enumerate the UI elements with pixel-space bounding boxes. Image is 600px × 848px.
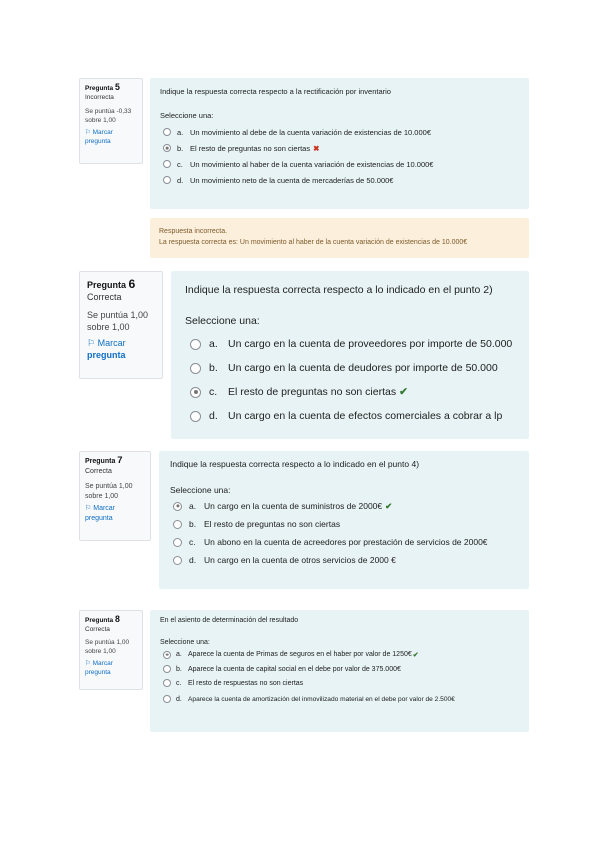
option-text: Un movimiento al haber de la cuenta variación de existencias de 10.000€ [190, 159, 434, 169]
option-text: Aparece la cuenta de Primas de seguros en el haber por valor de 1250€ [188, 651, 412, 658]
question-info-7 [79, 451, 151, 541]
option-letter: c. [176, 679, 182, 687]
flag-icon: ⚐ [85, 660, 91, 667]
flag-question-link[interactable]: ⚐ Marcar pregunta [87, 338, 126, 360]
option-letter: b. [189, 519, 197, 529]
question-state: Correcta [85, 467, 112, 475]
option-text: Un movimiento neto de la cuenta de mercaderías de 50.000€ [190, 175, 394, 185]
question-info-5 [79, 78, 143, 164]
radio-button[interactable] [190, 339, 201, 350]
question-grade: Se puntúa 1,00 sobre 1,00 [87, 310, 149, 332]
question-text: Indique la respuesta correcta respecto a la rectificación por inventario [160, 87, 391, 96]
question-info-8 [79, 610, 143, 690]
answer-option-c[interactable] [160, 156, 519, 172]
question-number: 8 [114, 614, 120, 624]
radio-button[interactable] [190, 411, 201, 422]
answer-option-a[interactable] [185, 332, 515, 356]
answer-option-a[interactable] [160, 124, 519, 140]
question-number-label: Pregunta 5 [85, 82, 120, 92]
answer-option-c[interactable] [185, 380, 515, 404]
radio-button[interactable] [163, 679, 171, 687]
option-text: Un cargo en la cuenta de proveedores por importe de 50.000 [228, 338, 513, 350]
answer-option-d[interactable] [185, 404, 515, 428]
question-state: Correcta [87, 292, 122, 302]
question-number: 6 [128, 277, 136, 291]
question-text: Indique la respuesta correcta respecto a lo indicado en el punto 2) [185, 284, 493, 296]
option-letter: b. [209, 362, 218, 374]
option-text: Aparece la cuenta de amortización del inmovilizado material en el debe por valor de 2.500€ [188, 695, 455, 703]
answer-option-b[interactable] [170, 515, 518, 533]
radio-button[interactable] [173, 556, 182, 565]
correct-icon: ✔ [412, 651, 419, 659]
flag-icon: ⚐ [85, 129, 91, 136]
question-number: 5 [114, 82, 120, 92]
flag-question-link[interactable]: ⚐ Marcar pregunta [85, 129, 113, 145]
question-number: 7 [117, 455, 123, 466]
answer-option-d[interactable] [170, 551, 518, 569]
select-prompt: Seleccione una: [160, 111, 214, 120]
option-letter: d. [177, 175, 184, 185]
question-grade: Se puntúa -0,33 sobre 1,00 [85, 108, 132, 124]
option-text: El resto de preguntas no son ciertas [228, 386, 397, 398]
option-letter: a. [209, 338, 218, 350]
option-text: Un movimiento al debe de la cuenta variación de existencias de 10.000€ [190, 127, 431, 137]
flag-question-link[interactable]: ⚐ Marcar pregunta [85, 660, 113, 676]
question-number-label: Pregunta 7 [85, 455, 123, 466]
select-prompt: Seleccione una: [170, 485, 231, 495]
option-text: Un cargo en la cuenta de otros servicios de 2000 € [204, 555, 396, 565]
option-text: Un cargo en la cuenta de deudores por importe de 50.000 [228, 362, 498, 374]
answer-option-c[interactable] [160, 676, 519, 690]
radio-button[interactable] [163, 176, 171, 184]
question-feedback-5 [150, 218, 529, 258]
flag-icon: ⚐ [85, 505, 92, 512]
radio-button[interactable] [173, 520, 182, 529]
question-info-6 [79, 271, 163, 379]
radio-button[interactable] [190, 363, 201, 374]
option-letter: c. [209, 386, 218, 398]
answer-option-d[interactable] [160, 172, 519, 188]
answer-option-b[interactable] [185, 356, 515, 380]
flag-question-link[interactable]: ⚐ Marcar pregunta [85, 505, 116, 522]
radio-button-selected[interactable] [190, 387, 201, 398]
option-letter: a. [177, 127, 184, 137]
question-text: Indique la respuesta correcta respecto a lo indicado en el punto 4) [170, 459, 420, 469]
answer-option-a[interactable] [160, 647, 519, 662]
radio-button[interactable] [163, 695, 171, 703]
question-state: Incorrecta [85, 94, 114, 101]
answer-option-c[interactable] [170, 533, 518, 551]
question-number-label: Pregunta 8 [85, 614, 120, 624]
option-letter: d. [176, 695, 182, 703]
answer-option-d[interactable] [160, 690, 519, 708]
radio-button[interactable] [163, 160, 171, 168]
radio-button[interactable] [163, 128, 171, 136]
radio-button[interactable] [163, 665, 171, 673]
option-letter: c. [189, 537, 196, 547]
radio-button-selected[interactable] [173, 502, 182, 511]
question-formulation-8 [150, 610, 529, 732]
flag-icon: ⚐ [87, 338, 96, 348]
option-letter: b. [176, 665, 182, 673]
question-grade: Se puntúa 1,00 sobre 1,00 [85, 483, 133, 500]
feedback-correct-answer: La respuesta correcta es: Un movimiento al haber de la cuenta variación de existencias de 10.000€ [159, 239, 468, 246]
option-text: El resto de preguntas no son ciertas [204, 519, 341, 529]
question-number-label: Pregunta 6 [87, 277, 136, 291]
question-formulation-5 [150, 78, 529, 209]
incorrect-icon: ✖ [313, 143, 320, 153]
question-text: En el asiento de determinación del resultado [160, 617, 299, 624]
question-grade: Se puntúa 1,00 sobre 1,00 [85, 639, 130, 655]
option-letter: d. [189, 555, 197, 565]
correct-icon: ✔ [385, 500, 393, 511]
option-letter: a. [189, 501, 197, 511]
answer-option-a[interactable] [170, 497, 518, 515]
option-text: El resto de respuestas no son ciertas [188, 679, 304, 687]
option-letter: d. [209, 410, 218, 422]
question-formulation-7 [159, 451, 529, 589]
radio-button-selected[interactable] [163, 651, 171, 659]
select-prompt: Seleccione una: [185, 315, 260, 327]
option-text: El resto de preguntas no son ciertas [190, 143, 311, 153]
question-formulation-6 [171, 271, 529, 439]
option-letter: b. [177, 143, 184, 153]
option-text: Un abono en la cuenta de acreedores por prestación de servicios de 2000€ [204, 537, 488, 547]
option-letter: c. [177, 159, 183, 169]
option-text: Un cargo en la cuenta de suministros de 2000€ [204, 501, 383, 511]
option-text: Un cargo en la cuenta de efectos comerciales a cobrar a lp [228, 410, 503, 422]
radio-button[interactable] [173, 538, 182, 547]
answer-option-b[interactable] [160, 140, 519, 156]
option-text: Aparece la cuenta de capital social en el debe por valor de 375.000€ [188, 665, 401, 673]
correct-icon: ✔ [399, 386, 408, 398]
select-prompt: Seleccione una: [160, 639, 210, 646]
question-state: Correcta [85, 626, 110, 633]
option-letter: a. [176, 651, 182, 658]
radio-button-selected[interactable] [163, 144, 171, 152]
feedback-title: Respuesta incorrecta. [159, 228, 228, 235]
answer-option-b[interactable] [160, 662, 519, 676]
